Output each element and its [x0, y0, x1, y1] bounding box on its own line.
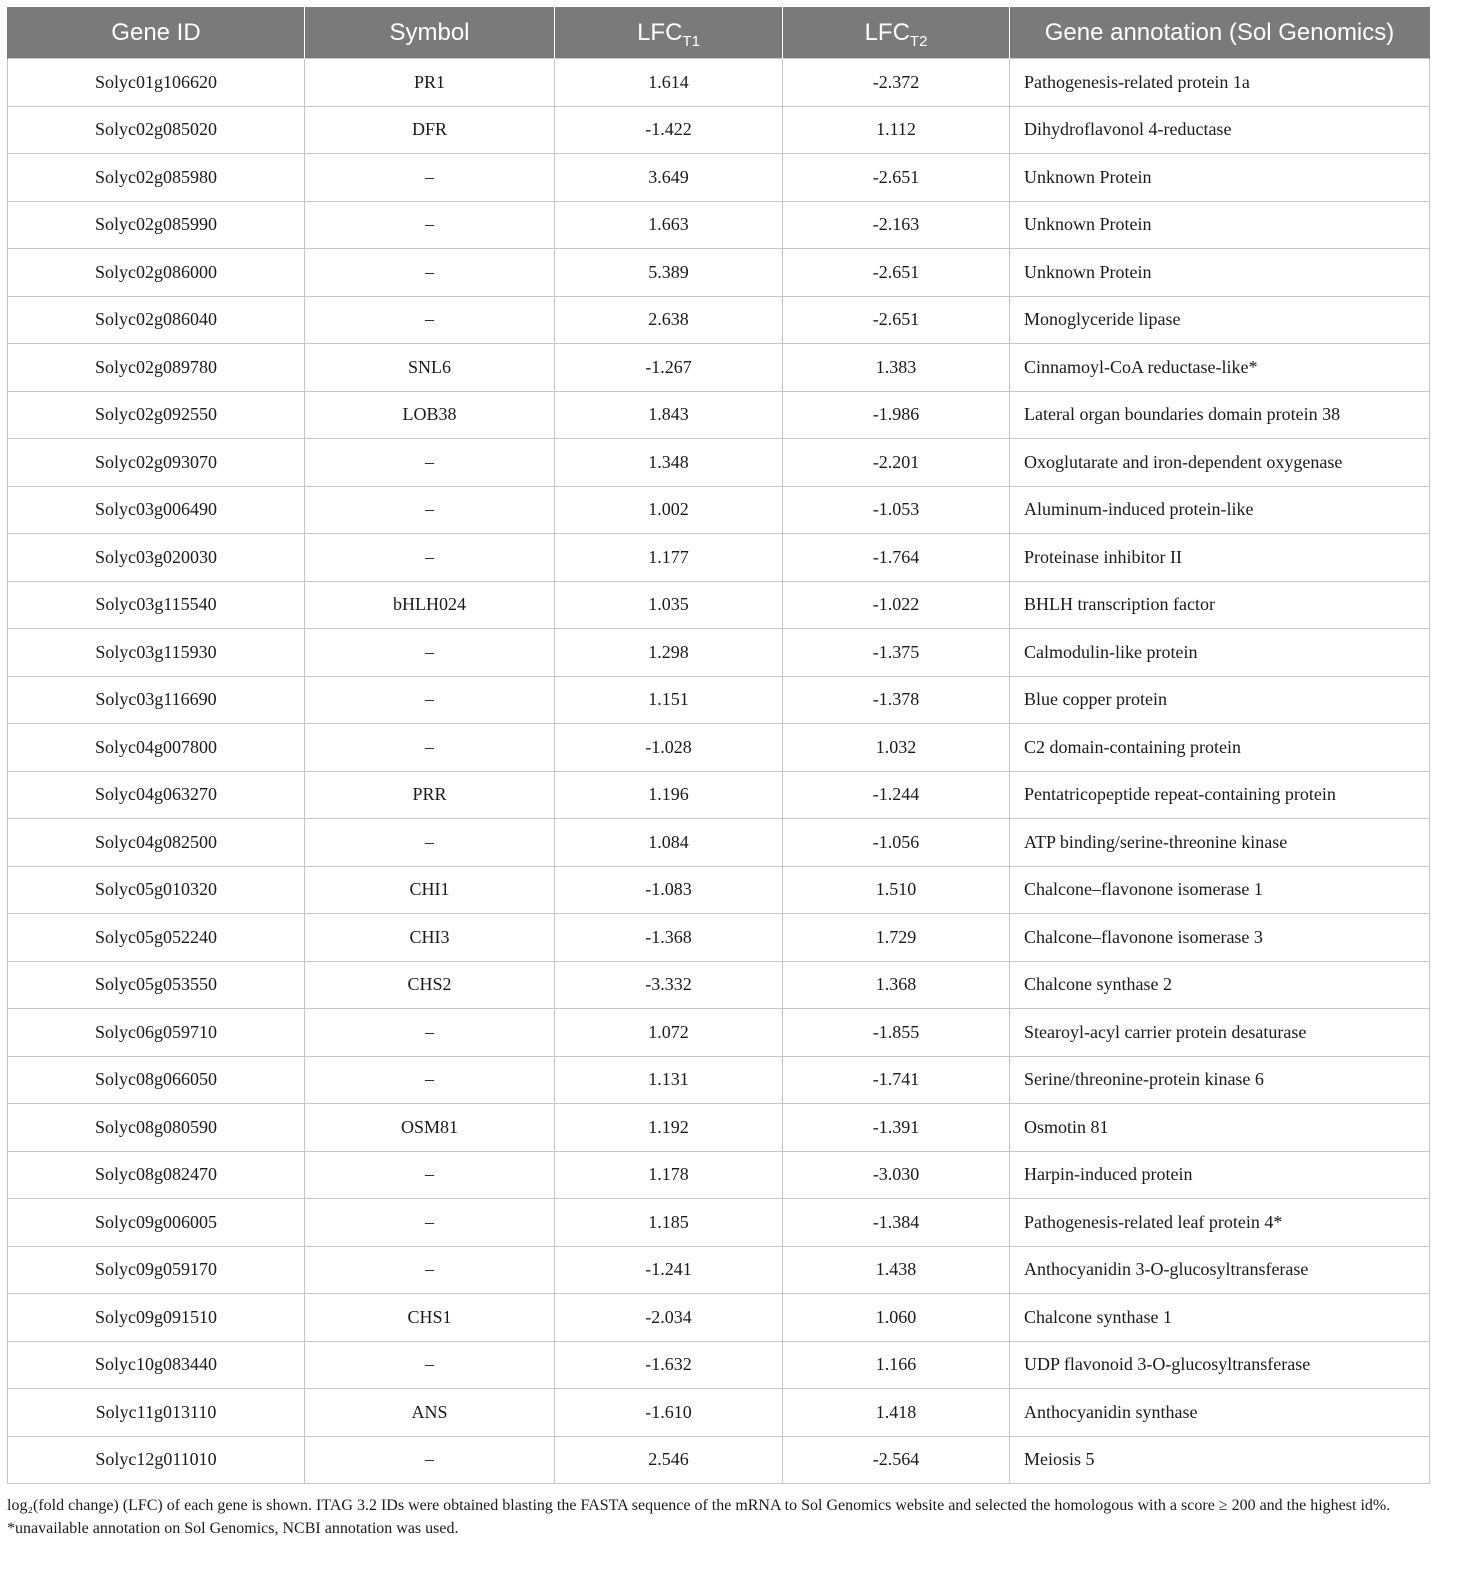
symbol-cell: CHI1	[305, 866, 555, 914]
header-symbol	[305, 7, 555, 59]
gene-id-cell: Solyc02g086000	[8, 249, 305, 297]
lfc-t1-cell: 1.843	[555, 391, 783, 439]
lfc-t1-cell: 3.649	[555, 154, 783, 202]
annotation-cell: Pentatricopeptide repeat-containing protein	[1010, 771, 1430, 819]
gene-id-cell: Solyc04g082500	[8, 819, 305, 867]
lfc-t2-cell: 1.729	[783, 914, 1010, 962]
gene-id-cell: Solyc05g052240	[8, 914, 305, 962]
annotation-cell: Serine/threonine-protein kinase 6	[1010, 1056, 1430, 1104]
symbol-cell: –	[305, 201, 555, 249]
table-row	[8, 1246, 1430, 1294]
lfc-t2-cell: -2.651	[783, 249, 1010, 297]
table-row	[8, 1341, 1430, 1389]
lfc-t2-cell: -2.564	[783, 1436, 1010, 1484]
header-annotation-label: Gene annotation (Sol Genomics)	[1044, 18, 1395, 46]
lfc-t1-cell: -1.632	[555, 1341, 783, 1389]
table-header	[8, 7, 1430, 59]
annotation-cell: Anthocyanidin synthase	[1010, 1389, 1430, 1437]
lfc-t1-cell: -1.610	[555, 1389, 783, 1437]
symbol-cell: LOB38	[305, 391, 555, 439]
gene-id-cell: Solyc02g085990	[8, 201, 305, 249]
table-row	[8, 1104, 1430, 1152]
lfc-t1-cell: 1.663	[555, 201, 783, 249]
table-row	[8, 1056, 1430, 1104]
gene-id-cell: Solyc03g115930	[8, 629, 305, 677]
symbol-cell: –	[305, 1246, 555, 1294]
symbol-cell: PRR	[305, 771, 555, 819]
table-row	[8, 1199, 1430, 1247]
table-row	[8, 629, 1430, 677]
gene-table-container	[7, 7, 1429, 1484]
table-row	[8, 1389, 1430, 1437]
annotation-cell: Chalcone synthase 1	[1010, 1294, 1430, 1342]
lfc-t1-cell: -1.267	[555, 344, 783, 392]
gene-id-cell: Solyc11g013110	[8, 1389, 305, 1437]
annotation-cell: Blue copper protein	[1010, 676, 1430, 724]
table-row	[8, 154, 1430, 202]
lfc-t1-cell: 1.072	[555, 1009, 783, 1057]
gene-id-cell: Solyc08g082470	[8, 1151, 305, 1199]
gene-id-cell: Solyc02g085020	[8, 106, 305, 154]
header-symbol-label: Symbol	[389, 18, 470, 46]
gene-id-cell: Solyc05g010320	[8, 866, 305, 914]
annotation-cell: Osmotin 81	[1010, 1104, 1430, 1152]
gene-id-cell: Solyc08g066050	[8, 1056, 305, 1104]
gene-id-cell: Solyc03g006490	[8, 486, 305, 534]
table-row	[8, 344, 1430, 392]
gene-id-cell: Solyc04g063270	[8, 771, 305, 819]
annotation-cell: Proteinase inhibitor II	[1010, 534, 1430, 582]
lfc-t1-cell: 2.546	[555, 1436, 783, 1484]
lfc-t1-cell: -2.034	[555, 1294, 783, 1342]
gene-id-cell: Solyc02g089780	[8, 344, 305, 392]
gene-id-cell: Solyc04g007800	[8, 724, 305, 772]
header-lfc-t1-subscript: T1	[682, 32, 700, 50]
gene-id-cell: Solyc05g053550	[8, 961, 305, 1009]
table-row	[8, 59, 1430, 107]
lfc-t1-cell: -1.368	[555, 914, 783, 962]
header-lfc-t1	[555, 7, 783, 59]
annotation-cell: Unknown Protein	[1010, 249, 1430, 297]
table-row	[8, 391, 1430, 439]
table-row	[8, 106, 1430, 154]
gene-id-cell: Solyc06g059710	[8, 1009, 305, 1057]
table-row	[8, 581, 1430, 629]
lfc-t1-cell: 1.084	[555, 819, 783, 867]
symbol-cell: –	[305, 249, 555, 297]
gene-id-cell: Solyc09g006005	[8, 1199, 305, 1247]
lfc-t2-cell: -1.764	[783, 534, 1010, 582]
annotation-cell: Calmodulin-like protein	[1010, 629, 1430, 677]
lfc-t2-cell: -1.375	[783, 629, 1010, 677]
lfc-t1-cell: 1.035	[555, 581, 783, 629]
lfc-t2-cell: -1.986	[783, 391, 1010, 439]
lfc-t2-cell: -1.855	[783, 1009, 1010, 1057]
annotation-cell: C2 domain-containing protein	[1010, 724, 1430, 772]
lfc-t2-cell: -2.651	[783, 296, 1010, 344]
lfc-t1-cell: 1.192	[555, 1104, 783, 1152]
gene-id-cell: Solyc09g059170	[8, 1246, 305, 1294]
annotation-cell: Anthocyanidin 3-O-glucosyltransferase	[1010, 1246, 1430, 1294]
lfc-t1-cell: 1.178	[555, 1151, 783, 1199]
gene-id-cell: Solyc12g011010	[8, 1436, 305, 1484]
lfc-t2-cell: 1.510	[783, 866, 1010, 914]
lfc-t1-cell: 1.185	[555, 1199, 783, 1247]
lfc-t2-cell: -1.022	[783, 581, 1010, 629]
annotation-cell: Monoglyceride lipase	[1010, 296, 1430, 344]
gene-id-cell: Solyc02g093070	[8, 439, 305, 487]
annotation-cell: UDP flavonoid 3-O-glucosyltransferase	[1010, 1341, 1430, 1389]
lfc-t2-cell: -2.163	[783, 201, 1010, 249]
header-gene-id	[8, 7, 305, 59]
lfc-t2-cell: 1.032	[783, 724, 1010, 772]
gene-id-cell: Solyc10g083440	[8, 1341, 305, 1389]
symbol-cell: –	[305, 724, 555, 772]
symbol-cell: –	[305, 1151, 555, 1199]
header-gene-id-label: Gene ID	[111, 18, 201, 46]
table-row	[8, 676, 1430, 724]
table-row	[8, 771, 1430, 819]
symbol-cell: ANS	[305, 1389, 555, 1437]
table-body	[8, 59, 1430, 1484]
gene-id-cell: Solyc08g080590	[8, 1104, 305, 1152]
annotation-cell: BHLH transcription factor	[1010, 581, 1430, 629]
table-row	[8, 961, 1430, 1009]
gene-id-cell: Solyc03g116690	[8, 676, 305, 724]
gene-id-cell: Solyc02g085980	[8, 154, 305, 202]
annotation-cell: Stearoyl-acyl carrier protein desaturase	[1010, 1009, 1430, 1057]
lfc-t1-cell: 1.196	[555, 771, 783, 819]
lfc-t2-cell: 1.112	[783, 106, 1010, 154]
footnote-line-2: *unavailable annotation on Sol Genomics, NCBI annotation was used.	[7, 1520, 459, 1537]
annotation-cell: ATP binding/serine-threonine kinase	[1010, 819, 1430, 867]
symbol-cell: CHS1	[305, 1294, 555, 1342]
lfc-t1-cell: 1.131	[555, 1056, 783, 1104]
annotation-cell: Oxoglutarate and iron-dependent oxygenase	[1010, 439, 1430, 487]
symbol-cell: –	[305, 1009, 555, 1057]
lfc-t1-cell: -1.083	[555, 866, 783, 914]
table-row	[8, 249, 1430, 297]
lfc-t2-cell: -1.244	[783, 771, 1010, 819]
symbol-cell: –	[305, 1199, 555, 1247]
table-footnote	[7, 1494, 1431, 1540]
symbol-cell: –	[305, 819, 555, 867]
lfc-t2-cell: -1.384	[783, 1199, 1010, 1247]
gene-id-cell: Solyc03g020030	[8, 534, 305, 582]
symbol-cell: –	[305, 154, 555, 202]
gene-table	[7, 7, 1430, 1484]
lfc-t2-cell: -1.378	[783, 676, 1010, 724]
table-row	[8, 866, 1430, 914]
symbol-cell: CHI3	[305, 914, 555, 962]
symbol-cell: DFR	[305, 106, 555, 154]
lfc-t2-cell: 1.368	[783, 961, 1010, 1009]
lfc-t1-cell: -1.422	[555, 106, 783, 154]
table-row	[8, 1151, 1430, 1199]
symbol-cell: PR1	[305, 59, 555, 107]
header-annotation	[1010, 7, 1430, 59]
table-row	[8, 296, 1430, 344]
gene-id-cell: Solyc03g115540	[8, 581, 305, 629]
lfc-t2-cell: 1.383	[783, 344, 1010, 392]
lfc-t1-cell: 1.298	[555, 629, 783, 677]
symbol-cell: –	[305, 439, 555, 487]
table-row	[8, 1436, 1430, 1484]
lfc-t1-cell: -1.028	[555, 724, 783, 772]
lfc-t2-cell: 1.166	[783, 1341, 1010, 1389]
table-row	[8, 819, 1430, 867]
lfc-t1-cell: 5.389	[555, 249, 783, 297]
lfc-t2-cell: 1.438	[783, 1246, 1010, 1294]
table-row	[8, 914, 1430, 962]
annotation-cell: Dihydroflavonol 4-reductase	[1010, 106, 1430, 154]
gene-id-cell: Solyc02g086040	[8, 296, 305, 344]
table-row	[8, 1294, 1430, 1342]
lfc-t2-cell: -2.372	[783, 59, 1010, 107]
annotation-cell: Cinnamoyl-CoA reductase-like*	[1010, 344, 1430, 392]
table-row	[8, 724, 1430, 772]
annotation-cell: Pathogenesis-related leaf protein 4*	[1010, 1199, 1430, 1247]
annotation-cell: Harpin-induced protein	[1010, 1151, 1430, 1199]
header-row	[8, 7, 1430, 59]
table-row	[8, 534, 1430, 582]
lfc-t1-cell: -1.241	[555, 1246, 783, 1294]
symbol-cell: –	[305, 296, 555, 344]
lfc-t2-cell: -1.053	[783, 486, 1010, 534]
table-row	[8, 439, 1430, 487]
header-lfc-t2	[783, 7, 1010, 59]
annotation-cell: Pathogenesis-related protein 1a	[1010, 59, 1430, 107]
lfc-t2-cell: 1.060	[783, 1294, 1010, 1342]
table-row	[8, 1009, 1430, 1057]
lfc-t2-cell: -1.391	[783, 1104, 1010, 1152]
symbol-cell: –	[305, 534, 555, 582]
annotation-cell: Chalcone–flavonone isomerase 3	[1010, 914, 1430, 962]
symbol-cell: CHS2	[305, 961, 555, 1009]
annotation-cell: Chalcone synthase 2	[1010, 961, 1430, 1009]
lfc-t1-cell: 1.348	[555, 439, 783, 487]
symbol-cell: OSM81	[305, 1104, 555, 1152]
annotation-cell: Aluminum-induced protein-like	[1010, 486, 1430, 534]
symbol-cell: –	[305, 1341, 555, 1389]
annotation-cell: Unknown Protein	[1010, 154, 1430, 202]
symbol-cell: –	[305, 486, 555, 534]
header-lfc-t2-label: LFC	[864, 18, 910, 46]
lfc-t2-cell: -2.651	[783, 154, 1010, 202]
lfc-t1-cell: 1.002	[555, 486, 783, 534]
lfc-t2-cell: -3.030	[783, 1151, 1010, 1199]
annotation-cell: Unknown Protein	[1010, 201, 1430, 249]
gene-id-cell: Solyc09g091510	[8, 1294, 305, 1342]
symbol-cell: SNL6	[305, 344, 555, 392]
gene-id-cell: Solyc01g106620	[8, 59, 305, 107]
symbol-cell: –	[305, 629, 555, 677]
lfc-t1-cell: 1.614	[555, 59, 783, 107]
annotation-cell: Meiosis 5	[1010, 1436, 1430, 1484]
lfc-t2-cell: 1.418	[783, 1389, 1010, 1437]
symbol-cell: –	[305, 1436, 555, 1484]
lfc-t2-cell: -2.201	[783, 439, 1010, 487]
gene-id-cell: Solyc02g092550	[8, 391, 305, 439]
symbol-cell: –	[305, 1056, 555, 1104]
header-lfc-t2-subscript: T2	[909, 32, 928, 50]
table-row	[8, 201, 1430, 249]
footnote-line-1: log₂(fold change) (LFC) of each gene is shown. ITAG 3.2 IDs were obtained blasting the FASTA sequence of the mRNA to Sol Genomics website and selected the homologous with a score ≥ 200 and the highest id%.	[7, 1497, 1391, 1514]
symbol-cell: bHLH024	[305, 581, 555, 629]
lfc-t2-cell: -1.056	[783, 819, 1010, 867]
lfc-t1-cell: -3.332	[555, 961, 783, 1009]
lfc-t1-cell: 2.638	[555, 296, 783, 344]
annotation-cell: Lateral organ boundaries domain protein 38	[1010, 391, 1430, 439]
header-lfc-t1-label: LFC	[637, 18, 683, 46]
annotation-cell: Chalcone–flavonone isomerase 1	[1010, 866, 1430, 914]
table-row	[8, 486, 1430, 534]
lfc-t2-cell: -1.741	[783, 1056, 1010, 1104]
lfc-t1-cell: 1.151	[555, 676, 783, 724]
lfc-t1-cell: 1.177	[555, 534, 783, 582]
symbol-cell: –	[305, 676, 555, 724]
